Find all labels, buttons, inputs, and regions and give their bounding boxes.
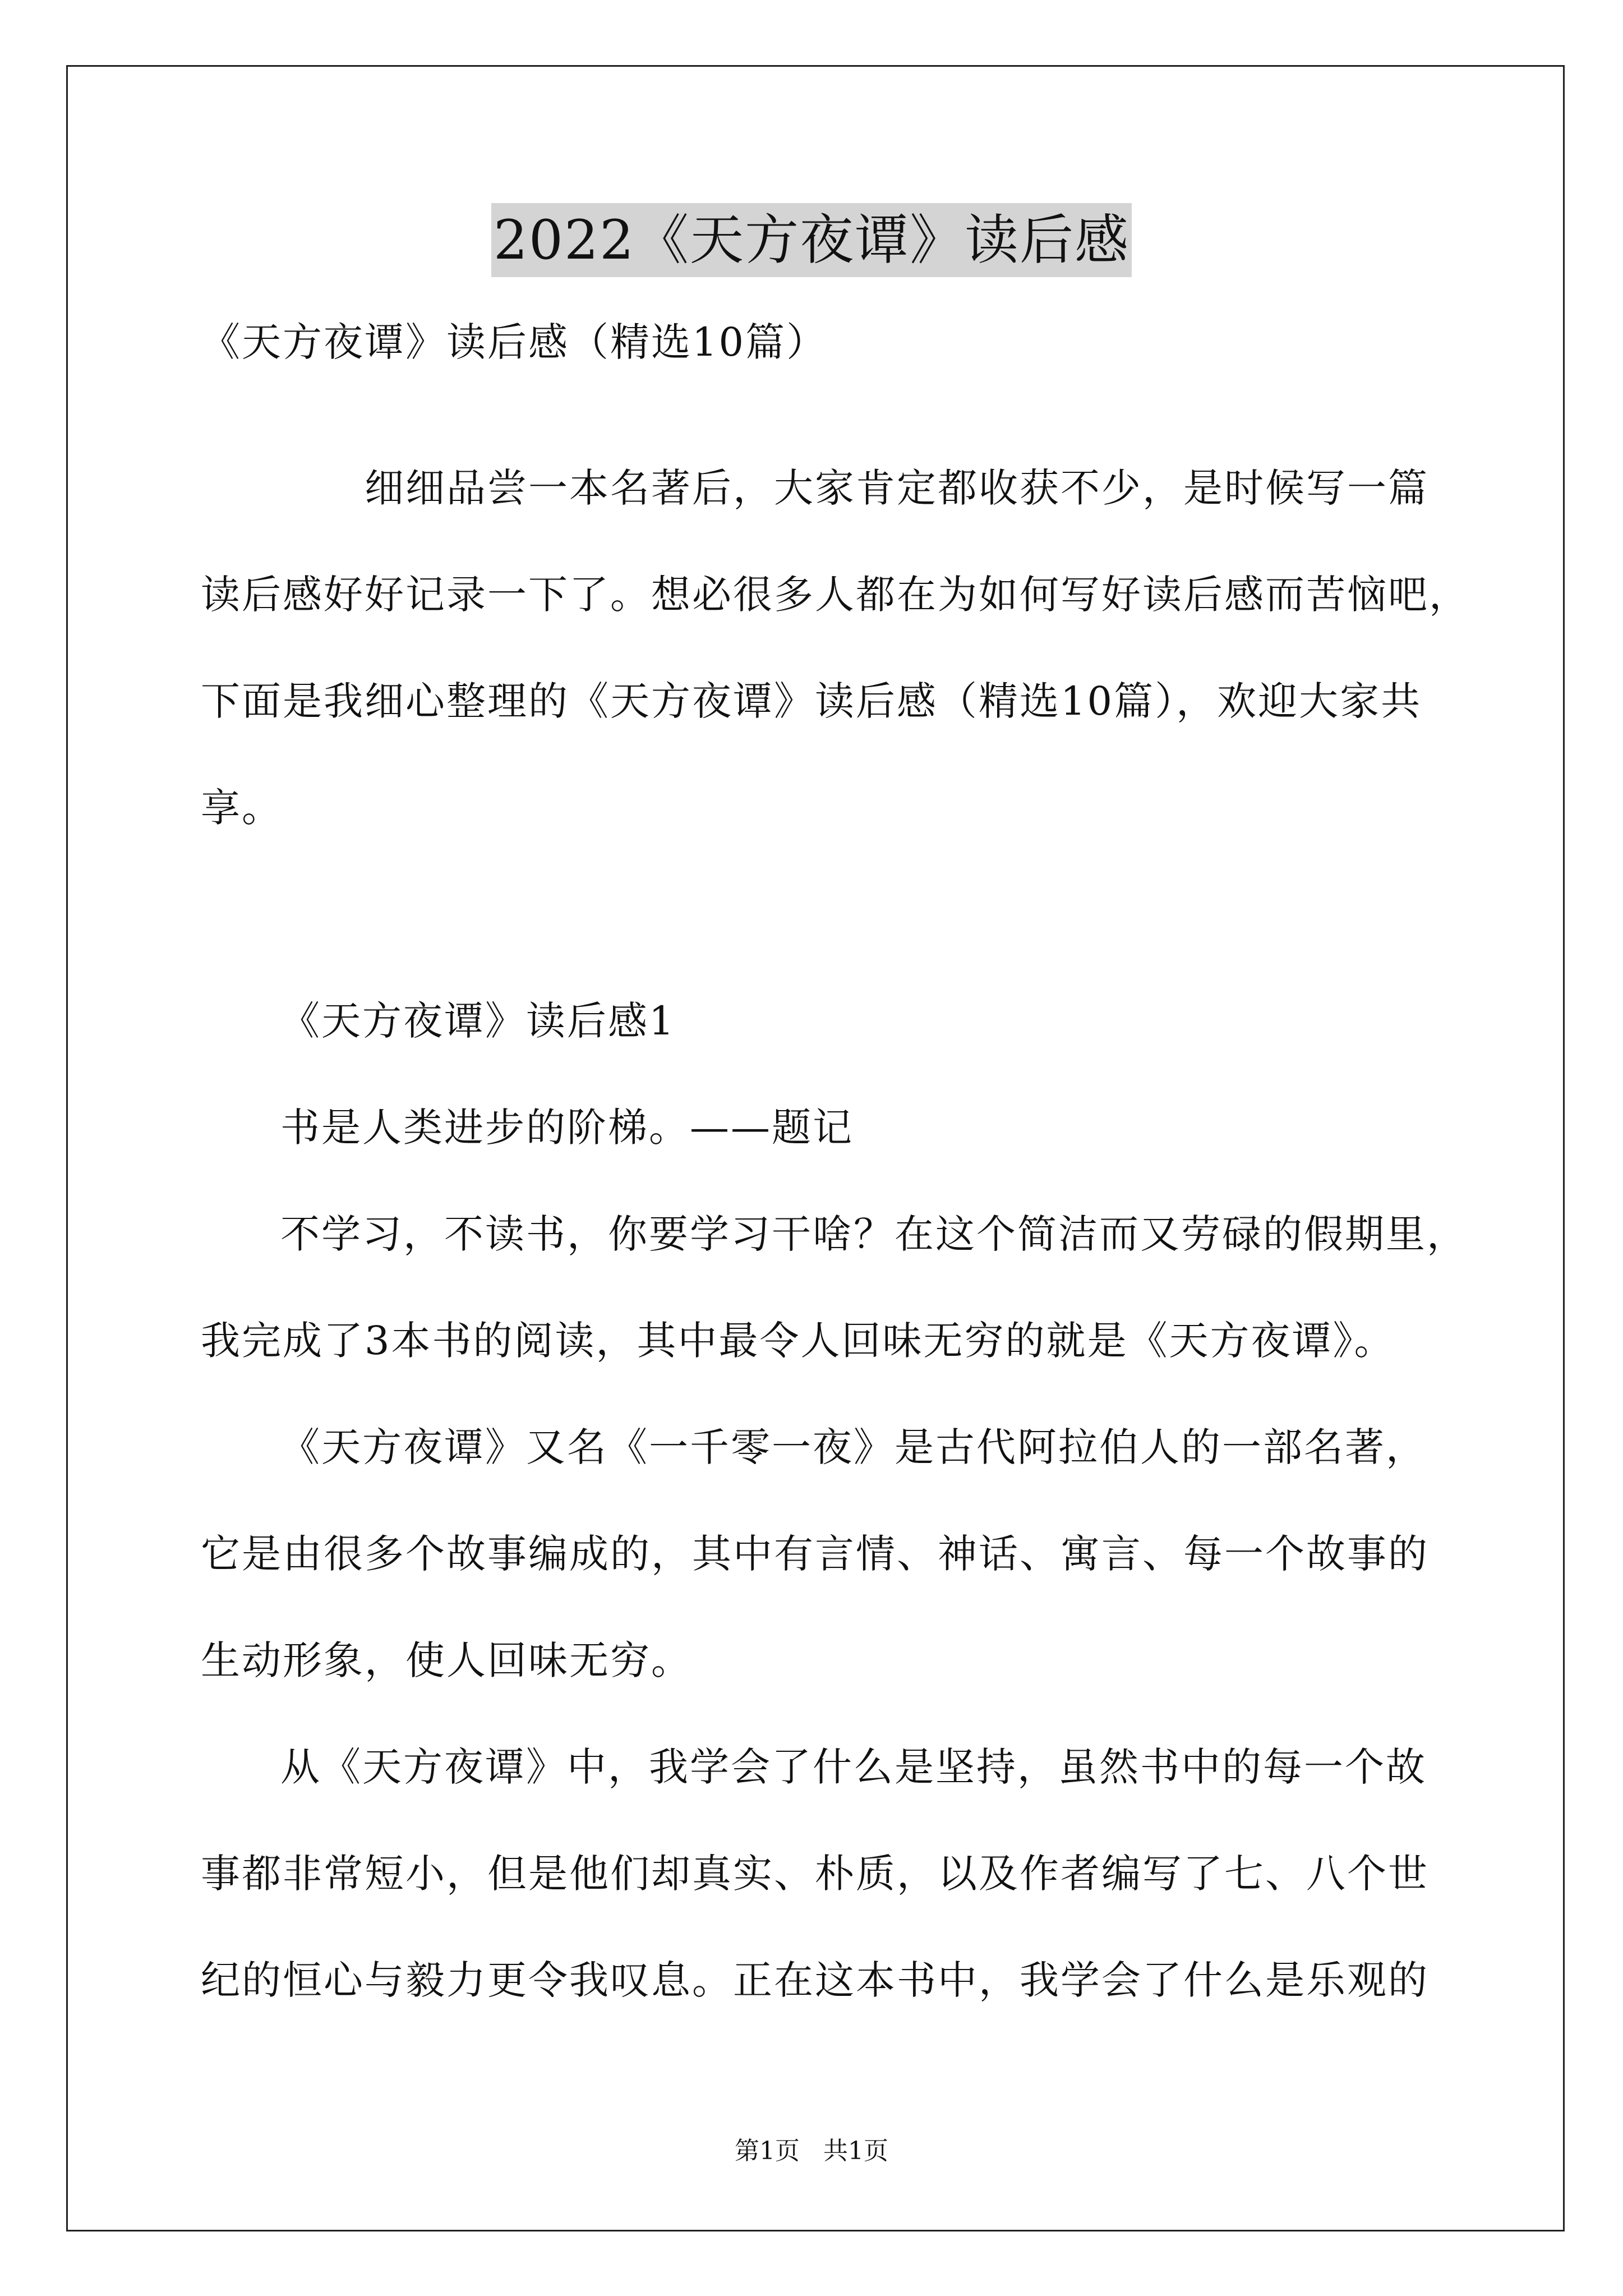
essay-heading: 《天方夜谭》读后感1 <box>280 998 676 1044</box>
body-line-5: 生动形象，使人回味无穷。 <box>201 1637 692 1683</box>
title-container <box>0 203 1623 277</box>
body-line-3: 《天方夜谭》又名《一千零一夜》是古代阿拉伯人的一部名著， <box>280 1424 1427 1470</box>
intro-line-3: 下面是我细心整理的《天方夜谭》读后感（精选10篇），欢迎大家共 <box>201 678 1422 724</box>
body-line-7: 事都非常短小，但是他们却真实、朴质，以及作者编写了七、八个世 <box>201 1851 1429 1897</box>
epigraph: 书是人类进步的阶梯。——题记 <box>280 1105 854 1151</box>
intro-line-4: 享。 <box>201 785 283 831</box>
intro-line-1: 细细品尝一本名著后，大家肯定都收获不少，是时候写一篇 <box>365 465 1429 511</box>
body-line-6: 从《天方夜谭》中，我学会了什么是坚持，虽然书中的每一个故 <box>280 1744 1427 1790</box>
body-line-4: 它是由很多个故事编成的，其中有言情、神话、寓言、每一个故事的 <box>201 1531 1429 1577</box>
body-line-2: 我完成了3本书的阅读，其中最令人回味无穷的就是《天方夜谭》。 <box>201 1318 1395 1364</box>
document-subtitle: 《天方夜谭》读后感（精选10篇） <box>201 319 828 365</box>
body-line-8: 纪的恒心与毅力更令我叹息。正在这本书中，我学会了什么是乐观的 <box>201 1957 1429 2003</box>
page-footer: 第1页 共1页 <box>735 2137 888 2165</box>
intro-line-2: 读后感好好记录一下了。想必很多人都在为如何写好读后感而苦恼吧， <box>201 572 1470 618</box>
body-line-1: 不学习，不读书，你要学习干啥？在这个简洁而又劳碌的假期里， <box>280 1211 1468 1257</box>
document-title: 2022《天方夜谭》读后感 <box>491 203 1132 277</box>
